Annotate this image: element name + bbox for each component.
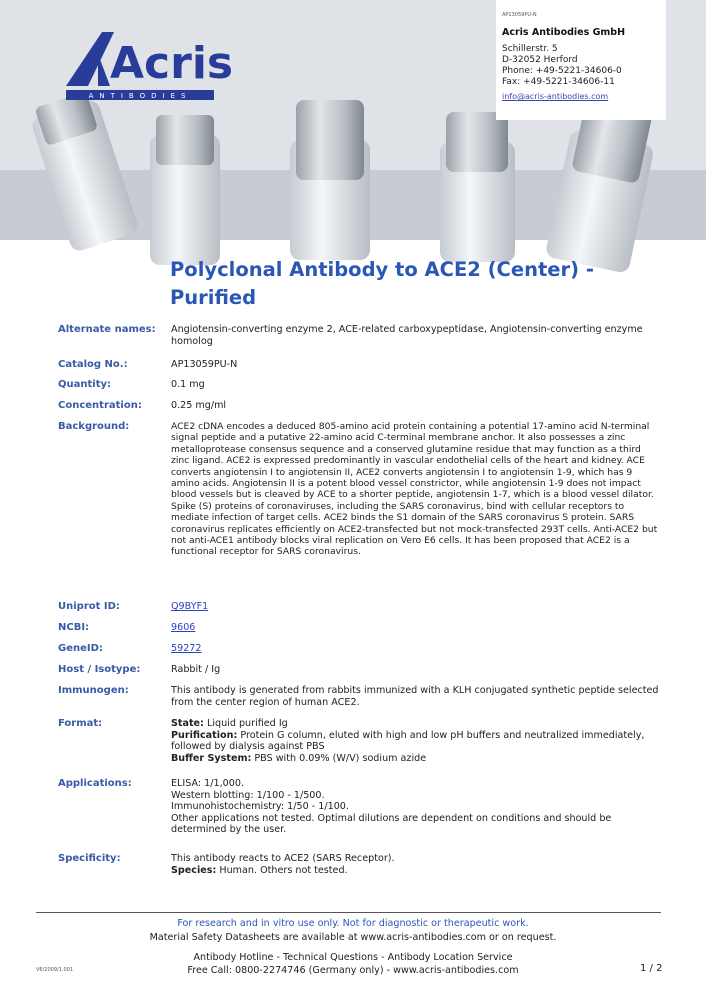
footer-freecall: Free Call: 0800-2274746 (Germany only) - www.acris-antibodies.com [187,965,519,976]
fax: Fax: +49-5221-34606-11 [502,77,615,87]
field-value: 0.1 mg [171,379,205,390]
field-value: 0.25 mg/ml [171,400,227,411]
uniprot-link[interactable]: Q9BYF1 [171,601,209,612]
field-label: Concentration: [58,400,142,411]
city: D-32052 Herford [502,55,578,65]
field-label: Catalog No.: [58,359,128,370]
field-label: Alternate names: [58,324,156,335]
footer-msds: Material Safety Datasheets are available at www.acris-antibodies.com or on request. [149,932,557,943]
field-value: ACE2 cDNA encodes a deduced 805-amino acid protein containing a potential 17-amino acid N-terminal signal peptide and a putative 22-amino acid C-terminal membrane anchor. It also possesses a zinc metalloprotease consensus sequence and a conserved glutamine residue that may function as a third zinc ligand. ACE2 is expressed predominantly in vascular endothelial cells of the heart and kidney. ACE converts angiotensin I to angiotensin II, ACE2 converts angiotensin I to angiotensin 1-9, which has 9 amino acids. Angiotensin II is a potent blood vessel constrictor, while angiotensin 1-9 does not impact blood vessels but is cleaved by ACE to a shorter peptide, angiotensin 1-7, which is a blood vessel dilator. Spike (S) proteins of coronaviruses, including the SARS coronavirus, bind with cellular receptors to mediate infection of target cells. ACE2 binds the S1 domain of the SARS coronavirus S protein. SARS coronavirus replicates efficiently on ACE2-transfected but not mock-transfected 293T cells. Anti-ACE2 but not anti-ACE1 antibody blocks viral replication on Vero E6 cells. It has been proposed that ACE2 is a functional receptor for SARS coronavirus. [171,421,658,558]
field-label: Applications: [58,778,132,789]
field-value-format: State: Liquid purified Ig Purification: Protein G column, eluted with high and low pH buffers and neutralized immediately, followed by dialysis against PBS Buffer System: PBS with 0.09% (W/V) sodium azide [171,718,645,764]
header-ref: AP13059PU-N [502,12,537,18]
field-label: GeneID: [58,643,103,654]
header-banner-image [0,0,706,240]
field-label: Uniprot ID: [58,601,120,612]
geneid-link[interactable]: 59272 [171,643,202,654]
acris-logo-mark [58,24,234,108]
field-label: Host / Isotype: [58,664,141,675]
field-value: Rabbit / Ig [171,664,221,675]
email-link[interactable]: info@acris-antibodies.com [502,92,609,101]
page-title: Polyclonal Antibody to ACE2 (Center) - Purified [170,258,594,309]
field-value: This antibody is generated from rabbits immunized with a KLH conjugated synthetic peptide selected from the center region of human ACE2. [171,685,659,708]
field-value: AP13059PU-N [171,359,238,370]
footer-hotline: Antibody Hotline - Technical Questions - Antibody Location Service [193,952,513,963]
field-label: Background: [58,421,130,432]
logo-subtext: ANTIBODIES [88,92,192,100]
version-code: V6/2009/1.001 [36,967,74,973]
page-number: 1 / 2 [640,963,663,974]
field-value: Angiotensin-converting enzyme 2, ACE-related carboxypeptidase, Angiotensin-converting enzyme homolog [171,324,643,347]
field-label: NCBI: [58,622,90,633]
company-address-box [496,0,666,120]
field-label: Specificity: [58,853,121,864]
field-value-applications: ELISA: 1/1,000. Western blotting: 1/100 - 1/500. Immunohistochemistry: 1/50 - 1/100. Other applications not tested. Optimal dilutions are dependent on conditions and should be determined by the user. [171,778,612,835]
ncbi-link[interactable]: 9606 [171,622,196,633]
footer-research-notice: For research and in vitro use only. Not for diagnostic or therapeutic work. [177,918,529,929]
acris-logo [58,24,234,108]
field-label: Format: [58,718,103,729]
logo-text: Acris [110,38,234,89]
street: Schillerstr. 5 [502,44,558,54]
company-name: Acris Antibodies GmbH [502,27,626,38]
field-label: Immunogen: [58,685,129,696]
field-label: Quantity: [58,379,111,390]
footer-divider [36,912,661,913]
field-value-specificity: This antibody reacts to ACE2 (SARS Receptor). Species: Human. Others not tested. [171,853,395,876]
phone: Phone: +49-5221-34606-0 [502,66,622,76]
